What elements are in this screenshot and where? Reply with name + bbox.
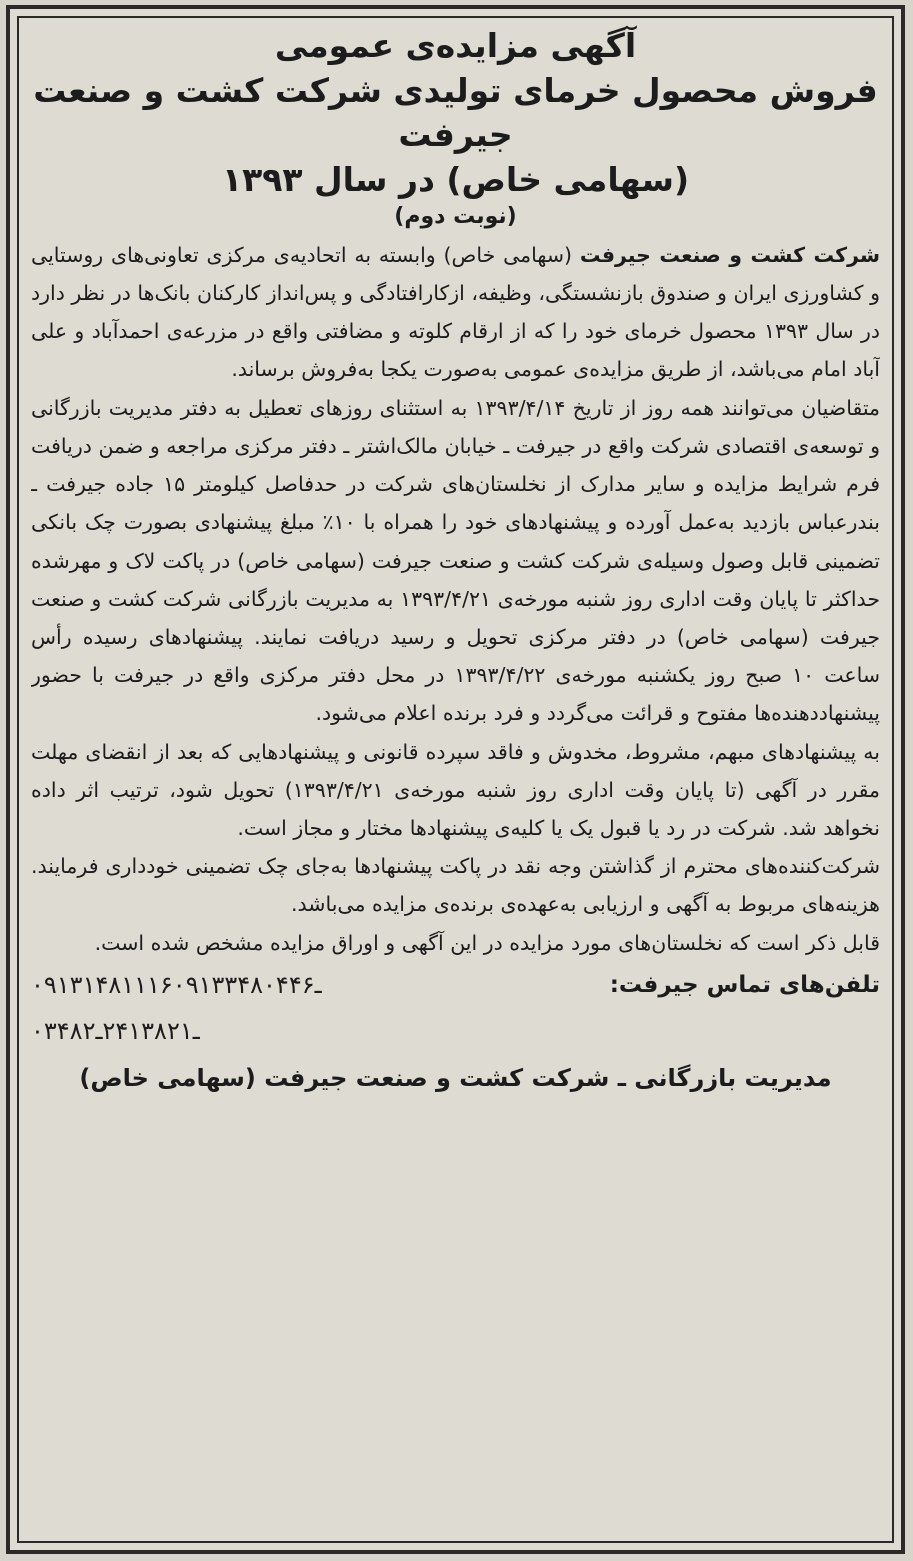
paragraph-guarantee: شرکت‌کننده‌های محترم از گذاشتن وجه نقد در پاکت پیشنهادها به‌جای چک تضمینی خودداری فرمایند. هزینه‌های مربوط به آگهی و ارزیابی به‌عهده‌ی برنده‌ی مزایده می‌باشد. xyxy=(31,854,880,917)
phone-numbers-mobile: ۰۹۱۳۱۴۸۱۱۱۶ـ۰۹۱۳۳۴۸۰۴۴۶ xyxy=(31,970,322,999)
contact-row xyxy=(31,962,880,1008)
paragraph-conditions: به پیشنهادهای مبهم، مشروط، مخدوش و فاقد سپرده قانونی و پیشنهادهایی که بعد از انقضای مهلت مقرر در آگهی (تا پایان وقت اداری روز شنبه مورخه‌ی ۱۳۹۳/۴/۲۱) تحویل شود، ترتیب اثر داده نخواهد شد. شرکت در رد یا قبول یک یا کلیه‌ی پیشنهادها مختار و مجاز است. xyxy=(31,739,880,840)
phone-numbers-landline: ۰۳۴۸ـ۲۴۱۳۸۲۱ـ۲ xyxy=(31,1016,200,1045)
notice-title: آگهی مزایده‌ی عمومی xyxy=(274,26,637,65)
notice-footer-signature: مدیریت بازرگانی ـ شرکت کشت و صنعت جیرفت (سهامی خاص) xyxy=(79,1063,832,1092)
paragraph-applicants: متقاضیان می‌توانند همه روز از تاریخ ۱۳۹۳/۴/۱۴ به استثنای روزهای تعطیل به دفتر مدیریت بازرگانی و توسعه‌ی اقتصادی شرکت واقع در جیرفت ـ خیابان مالک‌اشتر ـ دفتر مرکزی مراجعه و ضمن دریافت فرم شرایط مزایده و سایر مدارک از نخلستان‌های شرکت در حدفاصل کیلومتر ۱۵ جاده جیرفت ـ بندرعباس بازدید به‌عمل آورده و پیشنهادهای خود را همراه با ۱۰٪ مبلغ پیشنهادی بصورت چک بانکی تضمینی قابل وصول وسیله‌ی شرکت کشت و صنعت جیرفت (سهامی خاص) در پاکت لاک و مهرشده حداکثر تا پایان وقت اداری روز شنبه مورخه‌ی ۱۳۹۳/۴/۲۱ به مدیریت بازرگانی شرکت کشت و صنعت جیرفت (سهامی خاص) در دفتر مرکزی تحویل و رسید دریافت نمایند. پیشنهادهای رسیده رأس ساعت ۱۰ صبح روز یکشنبه مورخه‌ی ۱۳۹۳/۴/۲۲ در محل دفتر مرکزی واقع در جیرفت با حضور پیشنهاددهنده‌ها مفتوح و قرائت می‌گردد و فرد برنده اعلام می‌شود. xyxy=(31,395,880,726)
paragraph-note: قابل ذکر است که نخلستان‌های مورد مزایده در این آگهی و اوراق مزایده مشخص شده است. xyxy=(94,930,880,955)
paragraph-intro-text: (سهامی خاص) وابسته به اتحادیه‌ی مرکزی تعاونی‌های روستایی و کشاورزی ایران و صندوق بازنشستگی، وظیفه، ازکارافتادگی و پس‌انداز کارکنان بانک‌ها در نظر دارد در سال ۱۳۹۳ محصول خرمای خود را که از ارقام کلوته و مضافتی واقع در مزرعه‌ی احمدآباد و علی آباد امام می‌باشد، از طریق مزایده‌ی عمومی به‌صورت یکجا به‌فروش برساند. xyxy=(31,242,880,382)
company-name: شرکت کشت و صنعت جیرفت xyxy=(579,242,880,267)
notice-frame-outer xyxy=(6,5,905,1554)
notice-subtitle: فروش محصول خرمای تولیدی شرکت کشت و صنعت جیرفت xyxy=(33,70,878,155)
notice-content xyxy=(31,24,880,1535)
notice-round: (نوبت دوم) xyxy=(394,204,517,230)
notice-frame-inner xyxy=(17,16,894,1543)
contact-label: تلفن‌های تماس جیرفت: xyxy=(609,971,880,998)
paragraph-intro xyxy=(31,236,880,389)
notice-subtitle-year: (سهامی خاص) در سال ۱۳۹۳ xyxy=(221,159,690,199)
